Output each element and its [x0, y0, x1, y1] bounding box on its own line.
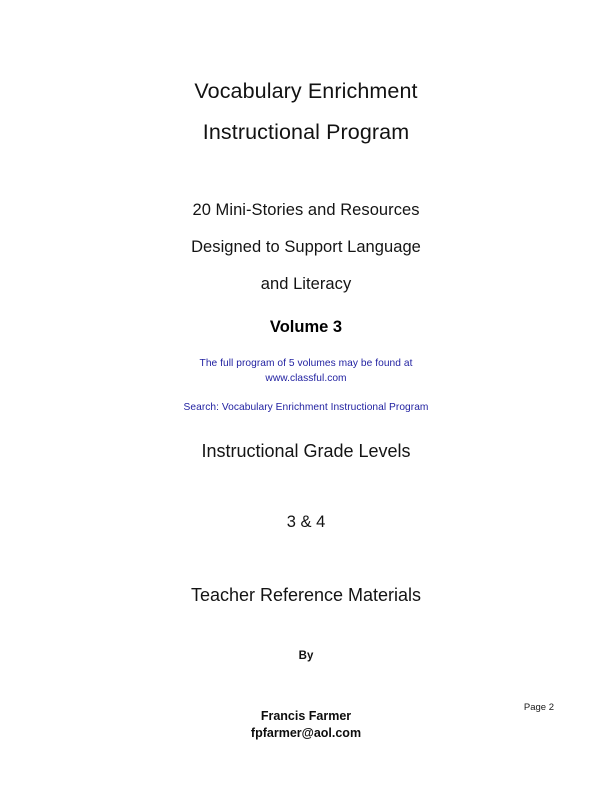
promo-search-hint: Search: Vocabulary Enrichment Instructional Program: [183, 402, 429, 413]
author-name: Francis Farmer: [260, 709, 352, 723]
document-subtitle-line-3: and Literacy: [260, 275, 352, 293]
byline-label: By: [298, 650, 314, 662]
promo-website-url[interactable]: www.classful.com: [265, 373, 347, 384]
grade-levels-heading: Instructional Grade Levels: [201, 441, 411, 461]
document-subtitle-line-1: 20 Mini-Stories and Resources: [192, 201, 420, 219]
page-number: Page 2: [523, 702, 554, 713]
promo-text-line-1: The full program of 5 volumes may be found at: [199, 358, 413, 369]
teacher-reference-materials-label: Teacher Reference Materials: [190, 585, 422, 605]
document-title-line-1: Vocabulary Enrichment: [194, 79, 418, 103]
document-subtitle-line-2: Designed to Support Language: [191, 238, 421, 256]
author-email[interactable]: fpfarmer@aol.com: [250, 726, 362, 740]
volume-label: Volume 3: [269, 318, 343, 336]
document-title-line-2: Instructional Program: [202, 120, 410, 144]
grade-levels-value: 3 & 4: [286, 513, 326, 531]
